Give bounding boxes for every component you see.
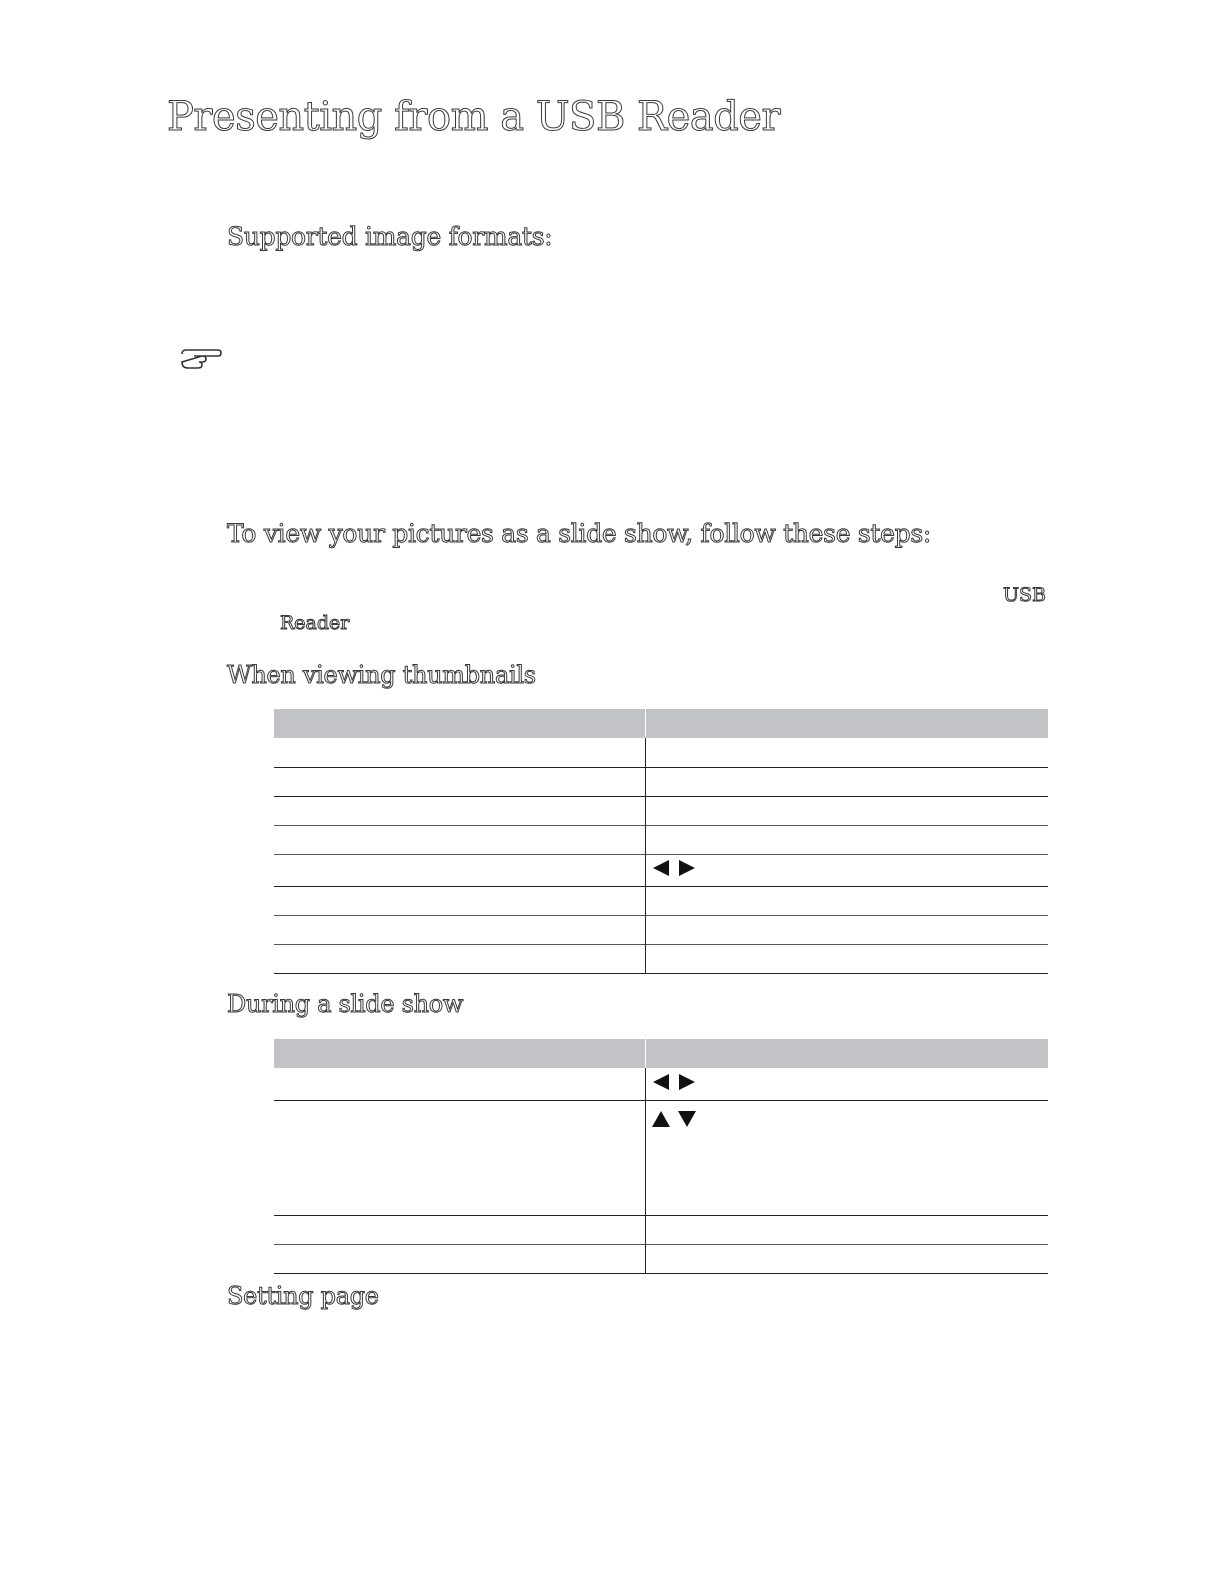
step-text-usb: USB (1003, 584, 1046, 606)
down-triangle-icon (678, 1111, 696, 1127)
table-row (274, 886, 1048, 915)
page-title: Presenting from a USB Reader (167, 94, 781, 140)
table-header-row (274, 1039, 1048, 1068)
left-right-arrows (646, 1074, 696, 1090)
table-row (274, 1100, 1048, 1215)
thumbnails-heading: When viewing thumbnails (227, 661, 536, 689)
setting-page-heading: Setting page (227, 1282, 379, 1310)
up-down-arrows (646, 1111, 696, 1127)
table-header-cell (274, 1039, 646, 1068)
table-row (274, 944, 1048, 973)
table-header-cell (274, 709, 646, 738)
table-row (274, 825, 1048, 854)
pointing-hand-icon (178, 344, 224, 370)
right-triangle-icon (678, 1074, 696, 1090)
table-header-cell (646, 1039, 1049, 1068)
table-row (274, 1244, 1048, 1273)
table-row (274, 767, 1048, 796)
table-row (274, 796, 1048, 825)
table-header-row (274, 709, 1048, 738)
table-header-cell (646, 709, 1049, 738)
right-triangle-icon (678, 860, 696, 876)
supported-formats-heading: Supported image formats: (227, 222, 553, 251)
table-row (274, 1215, 1048, 1244)
left-triangle-icon (652, 1074, 670, 1090)
left-right-arrows (646, 860, 696, 876)
up-triangle-icon (652, 1111, 670, 1127)
thumbnails-table (274, 709, 1048, 974)
table-row (274, 738, 1048, 767)
slideshow-table (274, 1039, 1048, 1274)
step-text-reader: Reader (280, 612, 350, 634)
table-row (274, 854, 1048, 886)
left-triangle-icon (652, 860, 670, 876)
table-row (274, 915, 1048, 944)
slideshow-heading: During a slide show (227, 990, 464, 1018)
slide-show-steps-heading: To view your pictures as a slide show, follow these steps: (227, 519, 931, 548)
table-row (274, 1068, 1048, 1100)
